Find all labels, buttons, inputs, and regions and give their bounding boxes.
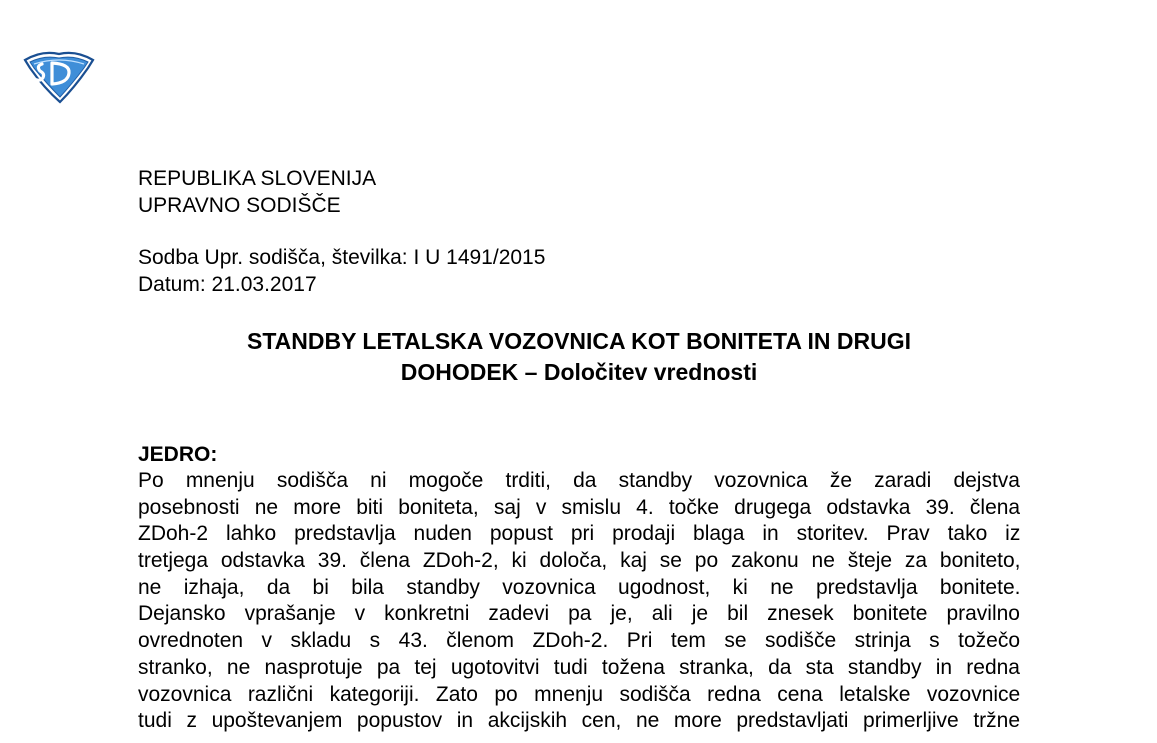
summary-line: ovrednoten v skladu s 43. členom ZDoh-2. Pri tem se sodišče strinja s tožečo bbox=[138, 629, 1020, 653]
summary-line: tretjega odstavka 39. člena ZDoh-2, ki določa, kaj se po zakonu ne šteje za boniteto, bbox=[138, 549, 1020, 573]
court-header bbox=[138, 165, 376, 219]
title-line-1: STANDBY LETALSKA VOZOVNICA KOT BONITETA IN DRUGI bbox=[246, 328, 911, 354]
case-metadata bbox=[138, 244, 545, 298]
case-date: Datum: 21.03.2017 bbox=[138, 273, 317, 296]
summary-line: tudi z upoštevanjem popustov in akcijskih cen, ne more predstavljati primerljive tržne bbox=[138, 709, 1020, 733]
summary-line: posebnosti ne more biti boniteta, saj v smislu 4. točke drugega odstavka 39. člena bbox=[138, 495, 1020, 519]
summary-line: ne izhaja, da bi bila standby vozovnica ugodnost, ki ne predstavlja bonitete. bbox=[138, 575, 1020, 599]
summary-line: Dejansko vprašanje v konkretni zadevi pa je, ali je bil znesek bonitete pravilno bbox=[138, 602, 1020, 626]
document-title bbox=[138, 326, 1020, 388]
sd-shield-logo-icon bbox=[22, 46, 96, 104]
court-logo bbox=[22, 46, 96, 104]
summary-line: Po mnenju sodišča ni mogoče trditi, da standby vozovnica že zaradi dejstva bbox=[138, 469, 1020, 492]
title-line-2: DOHODEK – Določitev vrednosti bbox=[400, 359, 758, 385]
court-name: UPRAVNO SODIŠČE bbox=[138, 194, 341, 217]
summary-heading: JEDRO: bbox=[138, 443, 218, 466]
case-number: Sodba Upr. sodišča, številka: I U 1491/2015 bbox=[138, 246, 546, 269]
country-name: REPUBLIKA SLOVENIJA bbox=[138, 167, 377, 190]
summary-line: vozovnica različni kategoriji. Zato po mnenju sodišča redna cena letalske vozovnice bbox=[138, 682, 1020, 706]
summary-line: stranko, ne nasprotuje pa tej ugotovitvi tudi tožena stranka, da sta standby in redna bbox=[138, 655, 1020, 679]
summary-line: ZDoh-2 lahko predstavlja nuden popust pri prodaji blaga in storitev. Prav tako iz bbox=[138, 522, 1020, 546]
summary-body bbox=[138, 468, 1020, 735]
